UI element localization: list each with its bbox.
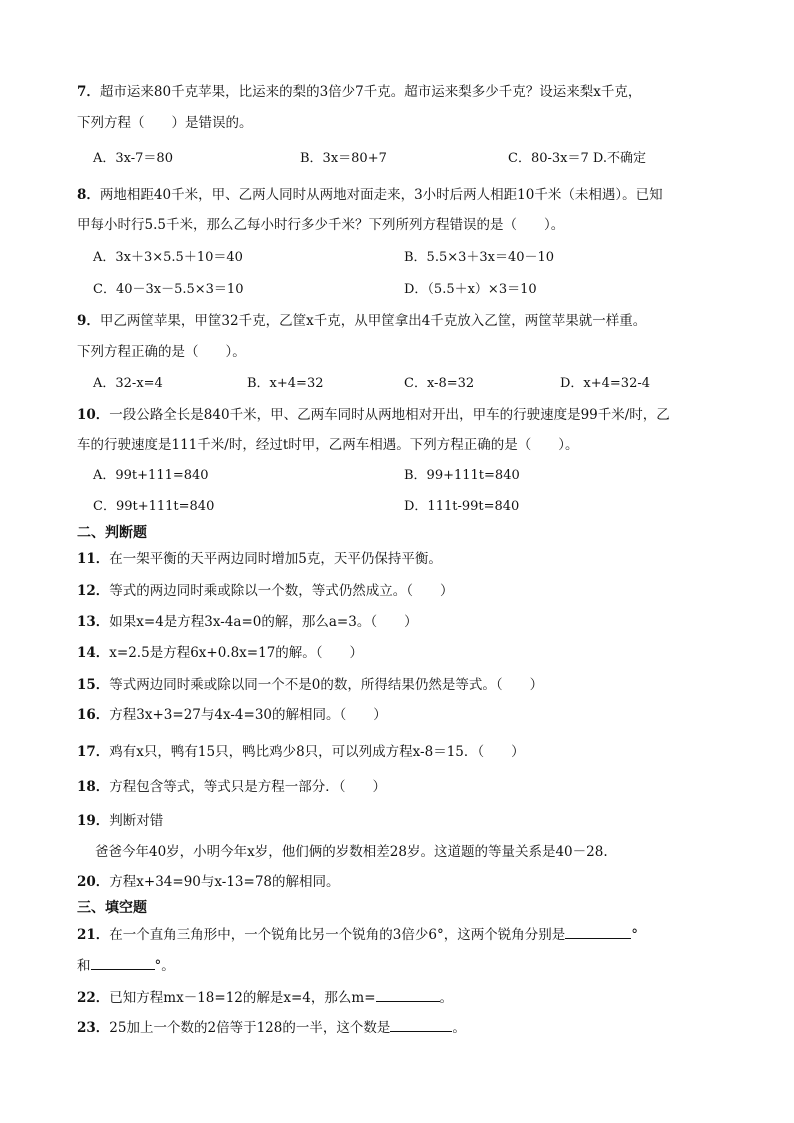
question-text-end: 。 bbox=[439, 990, 454, 1006]
question-number: 23． bbox=[77, 1020, 110, 1036]
option-a: A．32-x=4 bbox=[93, 376, 163, 391]
option-d: D．（5.5＋x）×3＝10 bbox=[404, 282, 537, 297]
section-heading-fill-in: 三、填空题 bbox=[77, 900, 147, 916]
question-number: 16． bbox=[77, 707, 110, 723]
option-d: D．111t-99t=840 bbox=[404, 499, 520, 514]
answer-blank[interactable] bbox=[91, 956, 155, 970]
option-a: A．3x＋3×5.5＋10＝40 bbox=[93, 250, 243, 265]
question-number: 7． bbox=[77, 84, 100, 100]
question-number: 18． bbox=[77, 779, 110, 795]
question-10-line2: 车的行驶速度是111千米/时，经过t时甲，乙两车相遇。下列方程正确的是（ ）。 bbox=[77, 437, 579, 453]
question-number: 10． bbox=[77, 407, 110, 423]
question-20 bbox=[77, 873, 340, 891]
question-23 bbox=[77, 1018, 466, 1037]
question-number: 19． bbox=[77, 813, 110, 829]
question-text: 在一架平衡的天平两边同时增加5克，天平仍保持平衡。 bbox=[109, 551, 442, 567]
question-text: 和 bbox=[77, 958, 91, 974]
option-b: B．3x＝80+7 bbox=[300, 151, 387, 166]
question-number: 20． bbox=[77, 874, 110, 890]
question-18 bbox=[77, 778, 386, 796]
option-b: B．x+4=32 bbox=[247, 376, 324, 391]
question-text: 判断对错 bbox=[109, 813, 164, 829]
question-number: 17． bbox=[77, 744, 110, 760]
question-number: 22． bbox=[77, 990, 110, 1006]
question-14 bbox=[77, 644, 363, 662]
question-text: 25加上一个数的2倍等于128的一半，这个数是 bbox=[109, 1020, 391, 1036]
answer-blank[interactable] bbox=[565, 925, 631, 939]
question-number: 8． bbox=[77, 187, 100, 203]
question-number: 13． bbox=[77, 614, 110, 630]
question-text: 等式两边同时乘或除以同一个不是0的数，所得结果仍然是等式。（ ） bbox=[109, 677, 544, 693]
question-text: 鸡有x只，鸭有15只，鸭比鸡少8只，可以列成方程x-8＝15．（ ） bbox=[109, 744, 525, 760]
question-19 bbox=[77, 812, 163, 830]
question-15 bbox=[77, 676, 543, 694]
question-text: 在一个直角三角形中，一个锐角比另一个锐角的3倍少6°，这两个锐角分别是 bbox=[109, 927, 566, 943]
question-17 bbox=[77, 743, 525, 761]
question-text-end: 。 bbox=[452, 1020, 466, 1036]
option-d: D．x+4=32-4 bbox=[560, 376, 651, 391]
question-21-line1 bbox=[77, 925, 638, 944]
question-text: 方程3x+3=27与4x-4=30的解相同。（ ） bbox=[109, 707, 387, 723]
question-8-line1 bbox=[77, 186, 663, 204]
question-21-line2 bbox=[77, 956, 175, 975]
question-number: 14． bbox=[77, 645, 110, 661]
option-a: A．3x-7＝80 bbox=[93, 151, 173, 166]
question-19-statement: 爸爸今年40岁，小明今年x岁，他们俩的岁数相差28岁。这道题的等量关系是40－28. bbox=[95, 844, 608, 860]
question-11 bbox=[77, 550, 442, 568]
section-heading-judgement: 二、判断题 bbox=[77, 525, 147, 541]
question-text: 如果x=4是方程3x-4a=0的解，那么a=3。（ ） bbox=[109, 614, 418, 630]
question-text: 方程x+34=90与x-13=78的解相同。 bbox=[109, 874, 340, 890]
option-c: C．80-3x＝7 D.不确定 bbox=[508, 151, 646, 166]
question-text: x=2.5是方程6x+0.8x=17的解。（ ） bbox=[109, 645, 364, 661]
question-text: 超市运来80千克苹果，比运来的梨的3倍少7千克。超市运来梨多少千克？设运来梨x千克， bbox=[99, 84, 642, 100]
question-7-line1 bbox=[77, 83, 641, 101]
question-number: 15． bbox=[77, 677, 110, 693]
question-number: 11． bbox=[77, 551, 110, 567]
question-text: 两地相距40千米，甲、乙两人同时从两地对面走来，3小时后两人相距10千米（未相遇）。已知 bbox=[99, 187, 663, 203]
answer-blank[interactable] bbox=[376, 988, 440, 1002]
question-text: 方程包含等式，等式只是方程一部分．（ ） bbox=[109, 779, 387, 795]
question-number: 12． bbox=[77, 583, 110, 599]
degree-unit: ° bbox=[631, 927, 638, 943]
question-number: 21． bbox=[77, 927, 110, 943]
question-13 bbox=[77, 613, 418, 631]
question-16 bbox=[77, 706, 387, 724]
option-c: C．40－3x－5.5×3＝10 bbox=[93, 282, 244, 297]
question-9-line2: 下列方程正确的是（ ）。 bbox=[77, 344, 246, 360]
question-text: 等式的两边同时乘或除以一个数，等式仍然成立。（ ） bbox=[109, 583, 454, 599]
question-8-line2: 甲每小时行5.5千米，那么乙每小时行多少千米？下列所列方程错误的是（ ）。 bbox=[77, 217, 565, 233]
question-text: 甲乙两筐苹果，甲筐32千克，乙筐x千克，从甲筐拿出4千克放入乙筐，两筐苹果就一样重。 bbox=[99, 313, 647, 329]
option-b: B．99+111t=840 bbox=[404, 468, 520, 483]
degree-unit: °。 bbox=[154, 958, 175, 974]
option-c: C．99t+111t=840 bbox=[93, 499, 215, 514]
question-number: 9． bbox=[77, 313, 100, 329]
question-text: 一段公路全长是840千米，甲、乙两车同时从两地相对开出，甲车的行驶速度是99千米/时，乙 bbox=[109, 407, 670, 423]
option-b: B．5.5×3＋3x＝40－10 bbox=[404, 250, 555, 265]
answer-blank[interactable] bbox=[390, 1018, 452, 1032]
question-7-line2: 下列方程（ ）是错误的。 bbox=[77, 115, 253, 131]
question-9-line1 bbox=[77, 312, 646, 330]
question-12 bbox=[77, 582, 454, 600]
option-a: A．99t+111=840 bbox=[93, 468, 209, 483]
question-10-line1 bbox=[77, 406, 670, 424]
question-text: 已知方程mx－18=12的解是x=4，那么m= bbox=[109, 990, 376, 1006]
option-c: C．x-8=32 bbox=[404, 376, 475, 391]
question-22 bbox=[77, 988, 453, 1007]
